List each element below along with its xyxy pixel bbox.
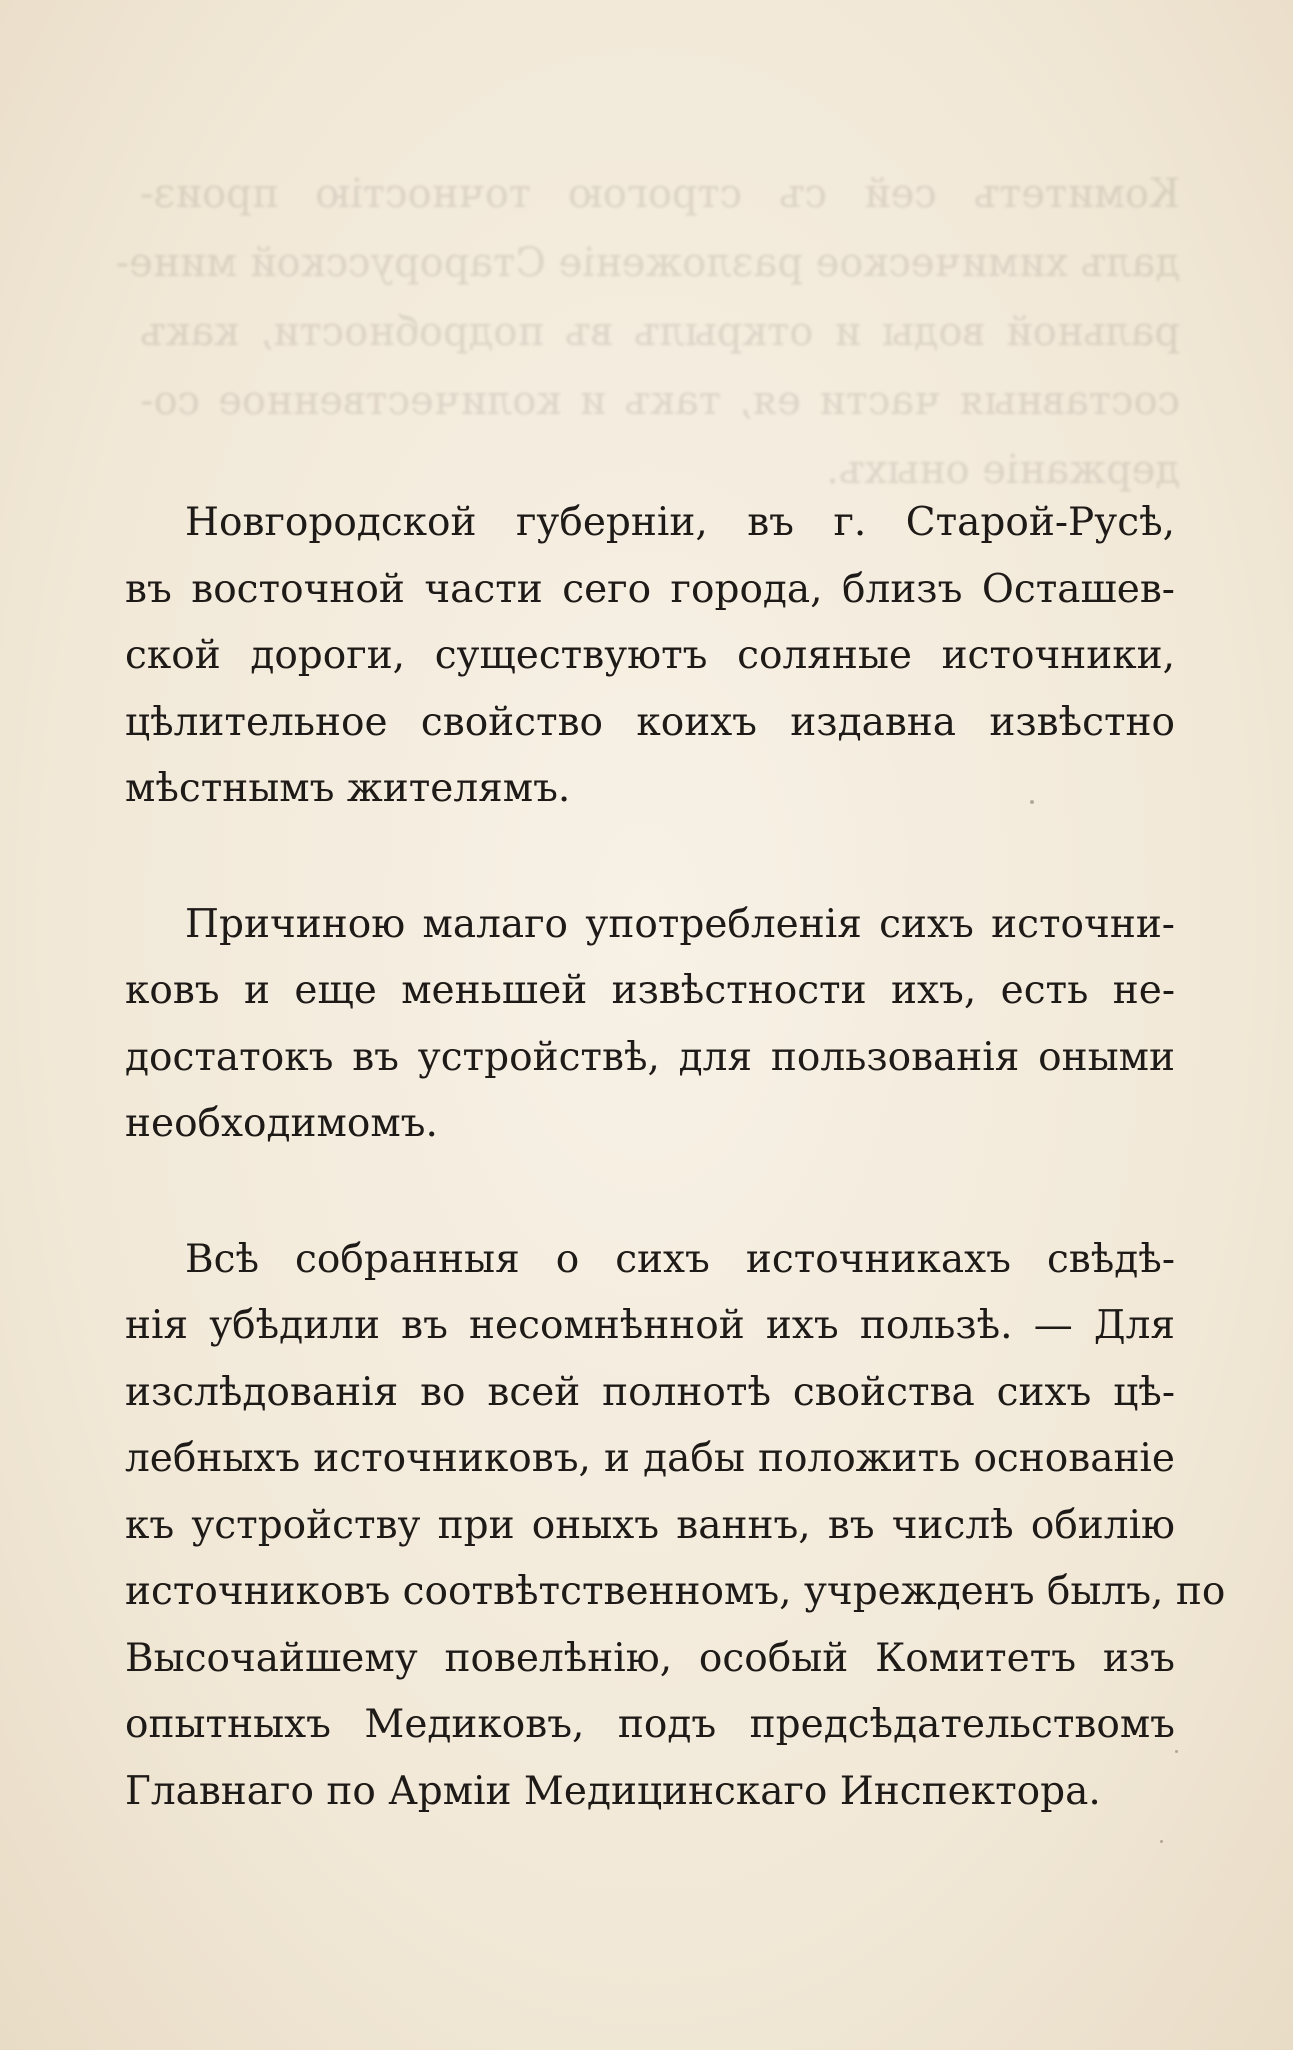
bleed-line: Комитетъ сей съ строгою точностію произ- [140,171,1180,217]
text-line: Всѣ собранныя о сихъ источникахъ свѣдѣ- [185,1236,1175,1282]
bleed-line: составныя части ея, такъ и количественное со- [140,378,1180,424]
paragraph-2 [125,892,1175,1158]
bleed-through-text [115,160,1180,505]
text-line: опытныхъ Медиковъ, подъ предсѣдательствомъ [125,1702,1175,1747]
text-line: Новгородской губерніи, въ г. Старой-Русѣ, [185,500,1175,545]
body-text [125,490,1226,1825]
paper-speck [1030,800,1034,804]
text-line: изслѣдованія во всей полнотѣ свойства сихъ цѣ- [125,1369,1175,1415]
paragraph-3 [125,1227,1226,1826]
text-line: въ восточной части сего города, близъ Осташев- [125,566,1175,612]
paper-speck [1175,1750,1178,1753]
text-line: Причиною малаго употребленія сихъ источни- [185,901,1175,947]
text-line: ской дороги, существуютъ соляные источники, [125,633,1175,678]
paragraph-1 [125,490,1175,823]
paper-speck [1160,1840,1163,1843]
text-line: источниковъ соотвѣтственномъ, учрежденъ былъ, по [125,1569,1226,1614]
text-line: цѣлительное свойство коихъ издавна извѣстно [125,699,1175,745]
text-line: мѣстнымъ жителямъ. [125,766,571,811]
text-line: достатокъ въ устройствѣ, для пользованія оными [125,1034,1175,1080]
bleed-line: держаніе оныхъ. [826,447,1180,493]
text-line: къ устройству при оныхъ ваннъ, въ числѣ обилію [125,1502,1175,1548]
text-line: нія убѣдили въ несомнѣнной ихъ пользѣ. — Для [125,1303,1175,1348]
bleed-line: ральной воды и открылъ въ подробности, какъ [140,309,1180,355]
text-line: Главнаго по Арміи Медицинскаго Инспектора. [125,1768,1101,1814]
text-line: Высочайшему повелѣнію, особый Комитетъ изъ [125,1635,1175,1681]
bleed-line: далъ химическое разложеніе Старорусской мине- [115,240,1180,286]
text-line: лебныхъ источниковъ, и дабы положить основаніе [125,1436,1175,1481]
text-line: ковъ и еще меньшей извѣстности ихъ, есть не- [125,968,1175,1013]
text-line: необходимомъ. [125,1101,438,1146]
